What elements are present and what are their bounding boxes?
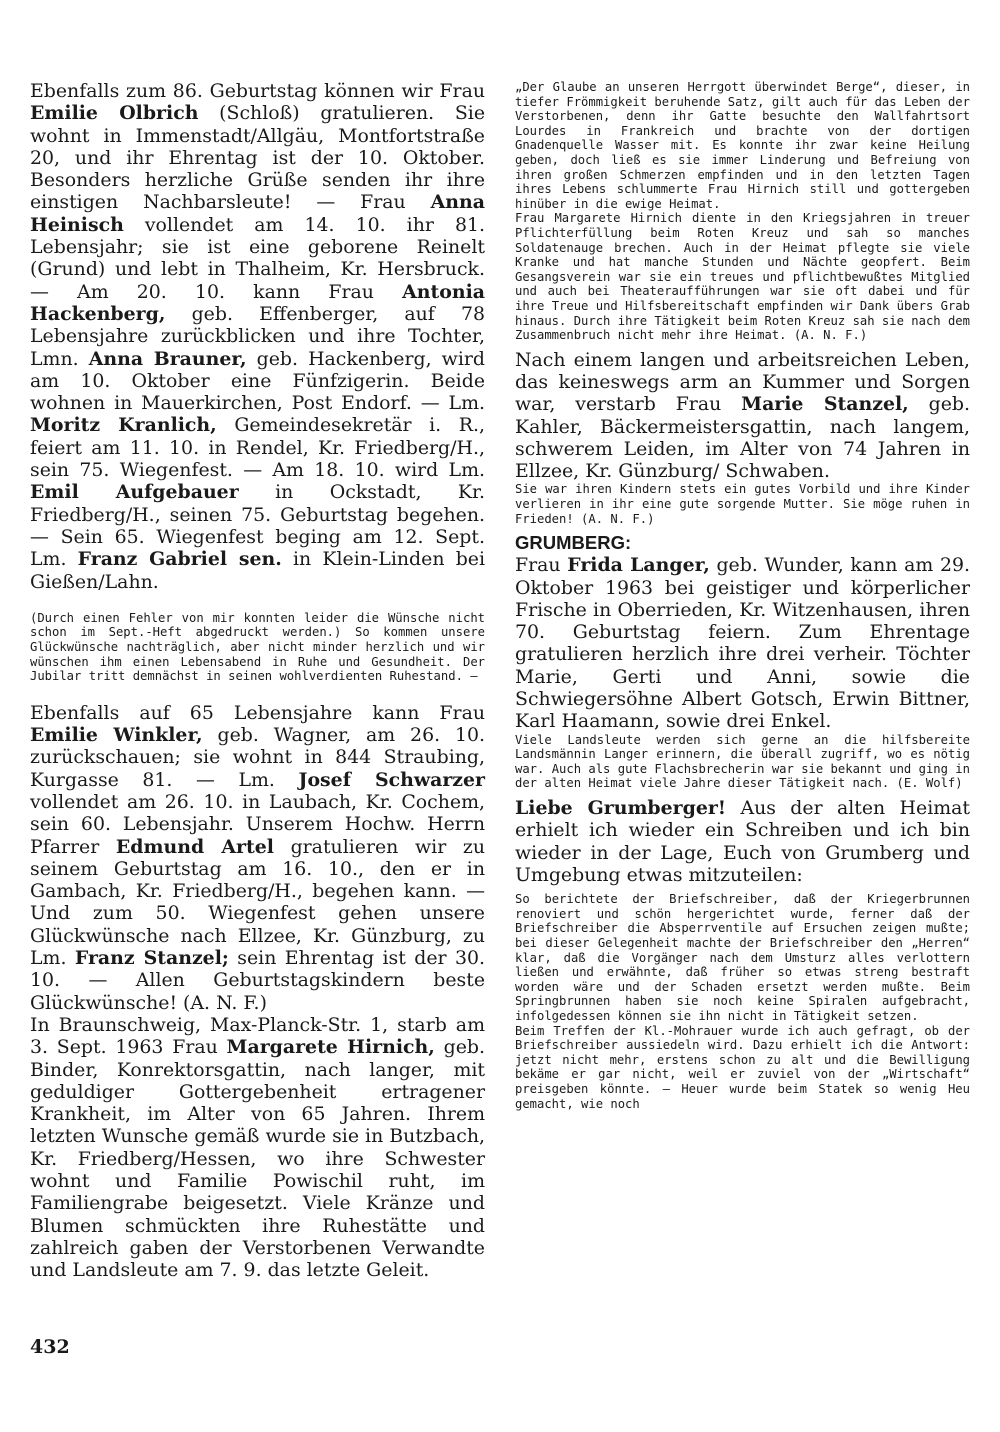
person-name: Franz Gabriel sen. <box>77 548 282 571</box>
left-column <box>30 80 485 1282</box>
letter-report-2: Beim Treffen der Kl.-Mohrauer wurde ich auch gefragt, ob der Briefschreiber aussiedeln wird. Dazu erhielt ich die Antwort: jetzt nicht mehr, erstens schon zu alt und die Bewilligung bekäme er gar nicht, weil er zuviel von der „Wirtschaft“ preisgeben könnte. — Heuer wurde beim Statek so wenig Heu gemacht, wie noch <box>515 1023 970 1111</box>
person-name: Moritz Kranlich, <box>30 414 217 437</box>
text-run: Gemeindesekretär i. R., feiert am 11. 10. in Rendel, Kr. Friedberg/H., sein 75. Wiegenfest. — Am 18. 10. wird Lm. <box>30 414 485 482</box>
text-run: gratulieren wir zu seinem Geburtstag am 16. 10., den er in Gambach, Kr. Friedberg/H., begehen kann. — Und zum 50. Wiegenfest gehen unsere Glückwünsche nach Ellzee, Kr. Günzburg, zu Lm. <box>30 835 485 970</box>
text-run: geb. Effenberger, auf 78 Lebensjahre zurückblicken und ihre Tochter, Lmn. <box>30 302 485 370</box>
obituary-stanzel-note: Sie war ihren Kindern stets ein gutes Vorbild und ihre Kinder verlieren in ihr eine gute sorgende Mutter. Sie möge ruhen in Frieden! (A. N. F.) <box>515 482 970 526</box>
page-number: 432 <box>30 1336 70 1358</box>
person-name: Frida Langer, <box>567 554 710 577</box>
text-run: Nach einem langen und arbeitsreichen Leben, das keineswegs arm an Kummer und Sorgen war, verstarb Frau <box>515 348 970 416</box>
note-correction: (Durch einen Fehler von mir konnten leider die Wünsche nicht schon im Sept.-Heft abgedruckt werden.) So kommen unsere Glückwünsche nachträglich, aber nicht minder herzlich und wir wünschen ihm einen Lebensabend in Ruhe und Gesundheit. Der Jubilar tritt demnächst in seinen wohlverdienten Ruhestand. — <box>30 610 485 684</box>
text-run: in Ockstadt, Kr. Friedberg/H., seinen 75. Geburtstag begehen. — Sein 65. Wiegenfest beging am 12. Sept. Lm. <box>30 481 486 571</box>
text-run: geb. Hackenberg, wird am 10. Oktober eine Fünfzigerin. Beide wohnen in Mauerkirchen, Post Endorf. — Lm. <box>30 347 485 415</box>
person-name: Emilie Winkler, <box>30 724 203 747</box>
letter-intro <box>515 797 970 886</box>
text-run: Ebenfalls zum 86. Geburtstag können wir Frau <box>30 80 485 102</box>
langer-note: Viele Landsleute werden sich gerne an die hilfsbereite Landsmännin Langer erinnern, die überall zugriff, wo es nötig war. Auch als gute Flachsbrecherin war sie bekannt und ging in der alten Heimat viele Jahre dieser Tätigkeit nach. (E. Wolf) <box>515 732 970 791</box>
text-run: In Braunschweig, Max-Planck-Str. 1, starb am 3. Sept. 1963 Frau <box>30 1013 485 1059</box>
text-run: Aus der alten Heimat erhielt ich wieder ein Schreiben und ich bin wieder in der Lage, Euch von Grumberg und Umgebung etwas mitzuteilen: <box>515 797 970 886</box>
article-birthdays-2 <box>30 702 485 1014</box>
obituary-continuation: „Der Glaube an unseren Herrgott überwindet Berge“, dieser, in tiefer Frömmigkeit beruhende Satz, gilt auch für das Leben der Verstorbenen, denn ihr Gatte besuchte den Wallfahrtsort Lourdes in Frankreich und brachte von der dortigen Gnadenquelle Wasser mit. Es konnte ihr zwar keine Heilung geben, doch ließ es sie immer Linderung und Befreiung von ihren großen Schmerzen empfinden und in den letzten Tagen ihres Lebens schlummerte Frau Hirnich still und gottergeben hinüber in die ewige Heimat. <box>515 80 970 211</box>
text-run: geb. Kahler, Bäckermeistersgattin, nach langem, schwerem Leiden, im Alter von 74 Jahren in Ellzee, Kr. Günzburg/ Schwaben. <box>515 393 970 483</box>
person-name: Josef Schwarzer <box>298 768 485 791</box>
person-name: Emilie Olbrich <box>30 102 199 125</box>
obituary-red-cross: Frau Margarete Hirnich diente in den Kriegsjahren in treuer Pflichterfüllung beim Roten Kreuz und sah so manches Soldatenauge brechen. Auch in der Heimat pflegte sie viele Kranke und hat manche Stunden und Nächte geopfert. Beim Gesangsverein war sie ein treues und pflichtbewußtes Mitglied und auch bei Theateraufführungen war sie oft dabei und für ihre Treue und Hilfsbereitschaft empfinden wir Dank übers Grab hinaus. Durch ihre Tätigkeit beim Roten Kreuz sah sie nach dem Zusammenbruch nicht mehr ihre Heimat. (A. N. F.) <box>515 211 970 343</box>
person-name: Edmund Artel <box>115 835 274 858</box>
letter-report: So berichtete der Briefschreiber, daß der Kriegerbrunnen renoviert und schön hergerichtet wurde, ferner daß der Briefschreiber die Absperrventile auf Ersuchen zeigen mußte; bei dieser Gelegenheit machte der Briefschreiber den „Herren“ klar, daß die Vorgänger nach dem Umsturz alles verlottern ließen und erwähnte, daß früher so etwas streng bestraft worden wäre und der Schaden ersetzt werden mußte. Beim Springbrunnen haben sie noch keine Spiralen aufgebracht, infolgedessen können sie ihn nicht in Tätigkeit setzen. <box>515 892 970 1023</box>
person-name: Anna Heinisch <box>30 191 485 236</box>
person-name: Franz Stanzel; <box>74 947 229 970</box>
person-name: Marie Stanzel, <box>741 393 909 416</box>
text-run: in Klein-Linden bei Gießen/Lahn. <box>30 548 486 593</box>
text-run: vollendet am 26. 10. in Laubach, Kr. Cochem, sein 60. Lebensjahr. Unserem Hochw. Herrn Pfarrer <box>30 790 485 858</box>
article-birthday-langer <box>515 554 970 732</box>
article-obituary <box>30 1014 485 1282</box>
article-birthdays <box>30 80 485 593</box>
text-run: (Schloß) gratulieren. Sie wohnt in Immenstadt/Allgäu, Montfortstraße 20, und ihr Ehrentag ist der 10. Oktober. Besonders herzliche Grüße senden ihr ihre einstigen Nachbarsleute! — Frau <box>30 102 485 214</box>
right-column <box>515 80 970 1111</box>
text-run: geb. Binder, Konrektorsgattin, nach langer, mit geduldiger Gottergebenheit ertragener Krankheit, im Alter von 65 Jahren. Ihrem letzten Wunsche gemäß wurde sie in Butzbach, Kr. Friedberg/Hessen, wo ihre Schwester wohnt und Familie Powischil ruht, im Familiengrabe beigesetzt. Viele Kränze und Blumen schmückten ihre Ruhestätte und zahlreich gaben der Verstorbenen Verwandte und Landsleute am 7. 9. das letzte Geleit. <box>30 1036 485 1282</box>
person-name: Margarete Hirnich, <box>226 1036 435 1059</box>
person-name: Antonia Hackenberg, <box>30 280 485 325</box>
text-run: vollendet am 14. 10. ihr 81. Lebensjahr; sie ist eine geborene Reinelt (Grund) und lebt in Thalheim, Kr. Hersbruck. — Am 20. 10. kann Frau <box>30 213 485 303</box>
text-run: Frau <box>515 554 568 577</box>
person-name: Anna Brauner, <box>88 347 247 370</box>
section-heading-grumberg: GRUMBERG: <box>515 532 632 554</box>
text-run: Ebenfalls auf 65 Lebensjahre kann Frau <box>30 701 485 724</box>
text-run: geb. Wagner, am 26. 10. zurückschauen; sie wohnt in 844 Straubing, Kurgasse 81. — Lm. <box>30 724 485 791</box>
salutation: Liebe Grumberger! <box>515 797 727 819</box>
article-obituary-stanzel <box>515 349 970 483</box>
person-name: Emil Aufgebauer <box>30 481 239 504</box>
text-run: geb. Wunder, kann am 29. Oktober 1963 bei geistiger und körperlicher Frische in Oberrieden, Kr. Witzenhausen, ihren 70. Geburtstag feiern. Zum Ehrentage gratulieren herzlich ihre drei verheir. Töchter Marie, Gerti und Anni, sowie die Schwiegersöhne Albert Gotsch, Erwin Bittner, Karl Haamann, sowie drei Enkel. <box>515 554 971 733</box>
text-run: sein Ehrentag ist der 30. 10. — Allen Geburtstagskindern beste Glückwünsche! (A. N. F.) <box>30 947 485 1014</box>
